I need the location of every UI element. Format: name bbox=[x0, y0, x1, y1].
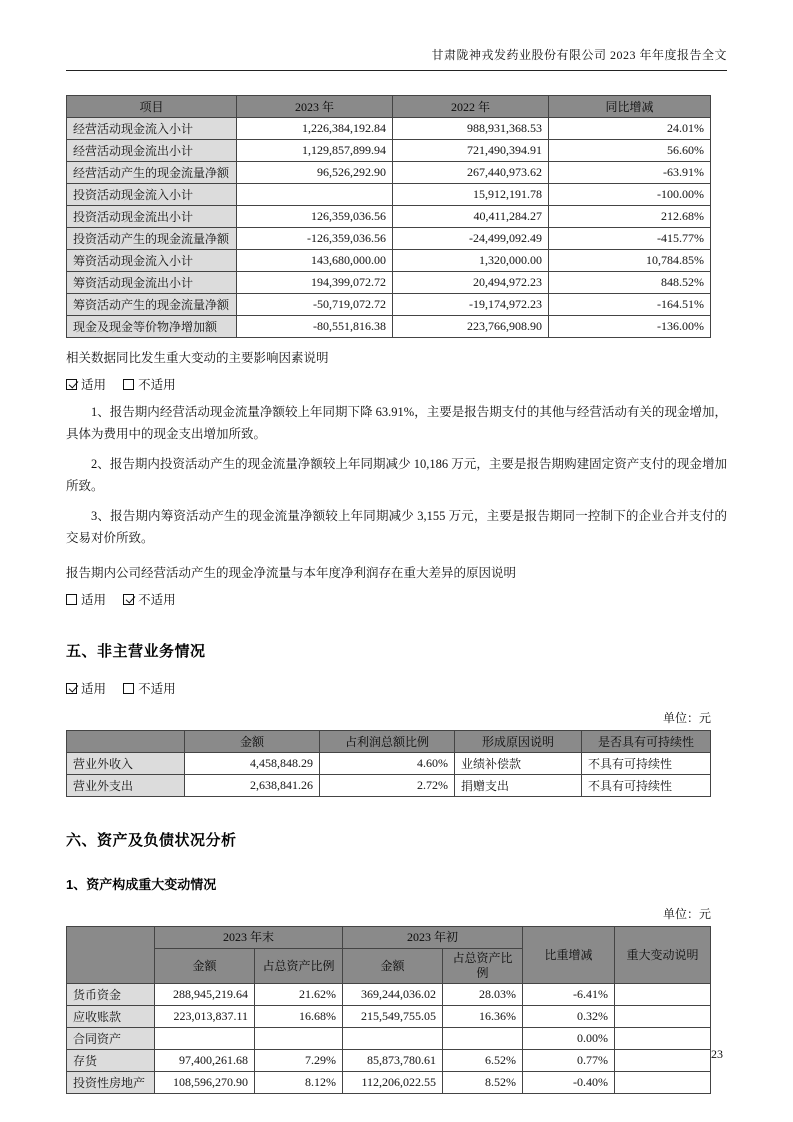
value-cell: -0.40% bbox=[523, 1072, 615, 1094]
table-row bbox=[67, 1050, 711, 1072]
value-cell: 16.68% bbox=[255, 1006, 343, 1028]
not-applicable-option bbox=[123, 593, 176, 607]
value-cell: 1,129,857,899.94 bbox=[237, 140, 393, 162]
value-cell: 业绩补偿款 bbox=[455, 753, 582, 775]
value-cell: 不具有可持续性 bbox=[582, 775, 711, 797]
column-header-amount: 金额 bbox=[185, 731, 320, 753]
value-cell: 21.62% bbox=[255, 984, 343, 1006]
table-row bbox=[67, 1006, 711, 1028]
cash-flow-table bbox=[66, 95, 711, 338]
table-row bbox=[67, 316, 711, 338]
value-cell: 28.03% bbox=[443, 984, 523, 1006]
value-cell: 15,912,191.78 bbox=[393, 184, 549, 206]
value-cell bbox=[615, 1006, 711, 1028]
not-applicable-option bbox=[123, 378, 176, 392]
page-number: 23 bbox=[711, 1047, 723, 1061]
column-header-yoy: 同比增减 bbox=[549, 96, 711, 118]
column-header-amount-start: 金额 bbox=[343, 949, 443, 984]
value-cell: 0.32% bbox=[523, 1006, 615, 1028]
row-label-cell: 合同资产 bbox=[67, 1028, 155, 1050]
value-cell: 85,873,780.61 bbox=[343, 1050, 443, 1072]
asset-composition-table bbox=[66, 926, 711, 1094]
non-operating-table-body bbox=[67, 753, 711, 797]
row-label-cell: 营业外支出 bbox=[67, 775, 185, 797]
unit-label: 单位：元 bbox=[662, 711, 711, 725]
row-label-cell: 现金及现金等价物净增加额 bbox=[67, 316, 237, 338]
column-header-reason: 形成原因说明 bbox=[455, 731, 582, 753]
value-cell: 0.00% bbox=[523, 1028, 615, 1050]
value-cell: 97,400,261.68 bbox=[155, 1050, 255, 1072]
row-label-cell: 应收账款 bbox=[67, 1006, 155, 1028]
row-label-cell: 投资活动现金流出小计 bbox=[67, 206, 237, 228]
value-cell: 223,013,837.11 bbox=[155, 1006, 255, 1028]
value-cell: 223,766,908.90 bbox=[393, 316, 549, 338]
checkbox-checked-icon bbox=[123, 594, 134, 605]
table-header-row bbox=[67, 731, 711, 753]
value-cell: 8.52% bbox=[443, 1072, 523, 1094]
value-cell bbox=[237, 184, 393, 206]
table-row bbox=[67, 228, 711, 250]
note-paragraph-3: 3、报告期内筹资活动产生的现金流量净额较上年同期减少 3,155 万元，主要是报告期同一控制下的企业合并支付的交易对价所致。 bbox=[66, 509, 727, 545]
table-row bbox=[67, 184, 711, 206]
value-cell: 194,399,072.72 bbox=[237, 272, 393, 294]
value-cell bbox=[443, 1028, 523, 1050]
table-row bbox=[67, 1028, 711, 1050]
table-row bbox=[67, 775, 711, 797]
value-cell: 6.52% bbox=[443, 1050, 523, 1072]
asset-table-body bbox=[67, 984, 711, 1094]
value-cell: 215,549,755.05 bbox=[343, 1006, 443, 1028]
column-header-weight-change: 比重增减 bbox=[523, 927, 615, 984]
value-cell: 不具有可持续性 bbox=[582, 753, 711, 775]
row-label-cell: 存货 bbox=[67, 1050, 155, 1072]
table-row bbox=[67, 162, 711, 184]
not-applicable-label: 不适用 bbox=[138, 378, 176, 392]
value-cell: 143,680,000.00 bbox=[237, 250, 393, 272]
value-cell: 848.52% bbox=[549, 272, 711, 294]
row-label-cell: 投资活动产生的现金流量净额 bbox=[67, 228, 237, 250]
column-group-2023-start: 2023 年初 bbox=[343, 927, 523, 949]
column-header-sustainable: 是否具有可持续性 bbox=[582, 731, 711, 753]
row-label-cell: 投资活动现金流入小计 bbox=[67, 184, 237, 206]
value-cell: 126,359,036.56 bbox=[237, 206, 393, 228]
table-row bbox=[67, 272, 711, 294]
value-cell: 20,494,972.23 bbox=[393, 272, 549, 294]
note-paragraph-2: 2、报告期内投资活动产生的现金流量净额较上年同期减少 10,186 万元，主要是报告期购建固定资产支付的现金增加所致。 bbox=[66, 457, 727, 493]
value-cell: -136.00% bbox=[549, 316, 711, 338]
not-applicable-option bbox=[123, 682, 176, 696]
value-cell: -63.91% bbox=[549, 162, 711, 184]
value-cell bbox=[615, 1028, 711, 1050]
value-cell bbox=[615, 1072, 711, 1094]
value-cell: 288,945,219.64 bbox=[155, 984, 255, 1006]
row-label-cell: 筹资活动现金流入小计 bbox=[67, 250, 237, 272]
value-cell: -100.00% bbox=[549, 184, 711, 206]
value-cell: 2.72% bbox=[320, 775, 455, 797]
table-header-row bbox=[67, 96, 711, 118]
table-row bbox=[67, 250, 711, 272]
column-header-major-change: 重大变动说明 bbox=[615, 927, 711, 984]
table-row bbox=[67, 118, 711, 140]
value-cell: 4.60% bbox=[320, 753, 455, 775]
applicable-option bbox=[66, 378, 106, 392]
value-cell: 1,226,384,192.84 bbox=[237, 118, 393, 140]
value-cell: 8.12% bbox=[255, 1072, 343, 1094]
value-cell: 988,931,368.53 bbox=[393, 118, 549, 140]
row-label-cell: 投资性房地产 bbox=[67, 1072, 155, 1094]
applicable-option bbox=[66, 593, 106, 607]
value-cell: 2,638,841.26 bbox=[185, 775, 320, 797]
difference-note-title: 报告期内公司经营活动产生的现金净流量与本年度净利润存在重大差异的原因说明 bbox=[66, 566, 517, 580]
table-header-row bbox=[67, 927, 711, 949]
value-cell bbox=[615, 984, 711, 1006]
not-applicable-label: 不适用 bbox=[138, 593, 176, 607]
applicability-line bbox=[66, 375, 727, 393]
value-cell: -415.77% bbox=[549, 228, 711, 250]
row-label-cell: 经营活动现金流入小计 bbox=[67, 118, 237, 140]
applicable-label: 适用 bbox=[81, 378, 107, 392]
applicable-option bbox=[66, 682, 106, 696]
column-header-blank bbox=[67, 731, 185, 753]
value-cell bbox=[343, 1028, 443, 1050]
value-cell: 0.77% bbox=[523, 1050, 615, 1072]
table-row bbox=[67, 984, 711, 1006]
row-label-cell: 筹资活动产生的现金流量净额 bbox=[67, 294, 237, 316]
table-row bbox=[67, 206, 711, 228]
checkbox-unchecked-icon bbox=[66, 594, 77, 605]
value-cell: 16.36% bbox=[443, 1006, 523, 1028]
value-cell: 捐赠支出 bbox=[455, 775, 582, 797]
row-label-cell: 筹资活动现金流出小计 bbox=[67, 272, 237, 294]
value-cell: -80,551,816.38 bbox=[237, 316, 393, 338]
note-paragraph-1: 1、报告期内经营活动现金流量净额较上年同期下降 63.91%，主要是报告期支付的其他与经营活动有关的现金增加，具体为费用中的现金支出增加所致。 bbox=[66, 405, 727, 441]
section-six-title: 六、资产及负债状况分析 bbox=[66, 832, 237, 849]
column-group-2023-end: 2023 年末 bbox=[155, 927, 343, 949]
table-row bbox=[67, 294, 711, 316]
value-cell bbox=[155, 1028, 255, 1050]
variation-note-title: 相关数据同比发生重大变动的主要影响因素说明 bbox=[66, 351, 329, 365]
cash-flow-table-body bbox=[67, 118, 711, 338]
value-cell: 96,526,292.90 bbox=[237, 162, 393, 184]
value-cell: 10,784.85% bbox=[549, 250, 711, 272]
column-header-profit-ratio: 占利润总额比例 bbox=[320, 731, 455, 753]
value-cell: 24.01% bbox=[549, 118, 711, 140]
checkbox-unchecked-icon bbox=[123, 683, 134, 694]
non-operating-table bbox=[66, 730, 711, 797]
document-header bbox=[66, 46, 727, 71]
value-cell bbox=[255, 1028, 343, 1050]
applicability-line bbox=[66, 679, 727, 697]
value-cell: 56.60% bbox=[549, 140, 711, 162]
column-header-2023: 2023 年 bbox=[237, 96, 393, 118]
value-cell: -50,719,072.72 bbox=[237, 294, 393, 316]
value-cell: -6.41% bbox=[523, 984, 615, 1006]
value-cell: 1,320,000.00 bbox=[393, 250, 549, 272]
value-cell: -126,359,036.56 bbox=[237, 228, 393, 250]
applicability-line bbox=[66, 590, 727, 608]
value-cell: 369,244,036.02 bbox=[343, 984, 443, 1006]
applicable-label: 适用 bbox=[81, 682, 107, 696]
checkbox-unchecked-icon bbox=[123, 379, 134, 390]
row-label-cell: 货币资金 bbox=[67, 984, 155, 1006]
subsection-title: 1、资产构成重大变动情况 bbox=[66, 877, 217, 892]
value-cell: -24,499,092.49 bbox=[393, 228, 549, 250]
value-cell bbox=[615, 1050, 711, 1072]
applicable-label: 适用 bbox=[81, 593, 107, 607]
value-cell: 7.29% bbox=[255, 1050, 343, 1072]
column-header-amount-end: 金额 bbox=[155, 949, 255, 984]
document-title: 甘肃陇神戎发药业股份有限公司 2023 年年度报告全文 bbox=[431, 48, 727, 62]
value-cell: 40,411,284.27 bbox=[393, 206, 549, 228]
column-header-item: 项目 bbox=[67, 96, 237, 118]
row-label-cell: 营业外收入 bbox=[67, 753, 185, 775]
value-cell: 212.68% bbox=[549, 206, 711, 228]
row-label-cell: 经营活动现金流出小计 bbox=[67, 140, 237, 162]
value-cell: -164.51% bbox=[549, 294, 711, 316]
unit-label: 单位：元 bbox=[662, 907, 711, 921]
value-cell: 112,206,022.55 bbox=[343, 1072, 443, 1094]
value-cell: 721,490,394.91 bbox=[393, 140, 549, 162]
column-header-ratio-start: 占总资产比例 bbox=[443, 949, 523, 984]
table-row bbox=[67, 1072, 711, 1094]
table-row bbox=[67, 753, 711, 775]
section-five-title: 五、非主营业务情况 bbox=[66, 643, 206, 660]
column-header-2022: 2022 年 bbox=[393, 96, 549, 118]
value-cell: 267,440,973.62 bbox=[393, 162, 549, 184]
not-applicable-label: 不适用 bbox=[138, 682, 176, 696]
row-label-cell: 经营活动产生的现金流量净额 bbox=[67, 162, 237, 184]
checkbox-checked-icon bbox=[66, 379, 77, 390]
value-cell: 4,458,848.29 bbox=[185, 753, 320, 775]
column-header-ratio-end: 占总资产比例 bbox=[255, 949, 343, 984]
value-cell: -19,174,972.23 bbox=[393, 294, 549, 316]
table-row bbox=[67, 140, 711, 162]
value-cell: 108,596,270.90 bbox=[155, 1072, 255, 1094]
corner-cell bbox=[67, 927, 155, 984]
checkbox-checked-icon bbox=[66, 683, 77, 694]
